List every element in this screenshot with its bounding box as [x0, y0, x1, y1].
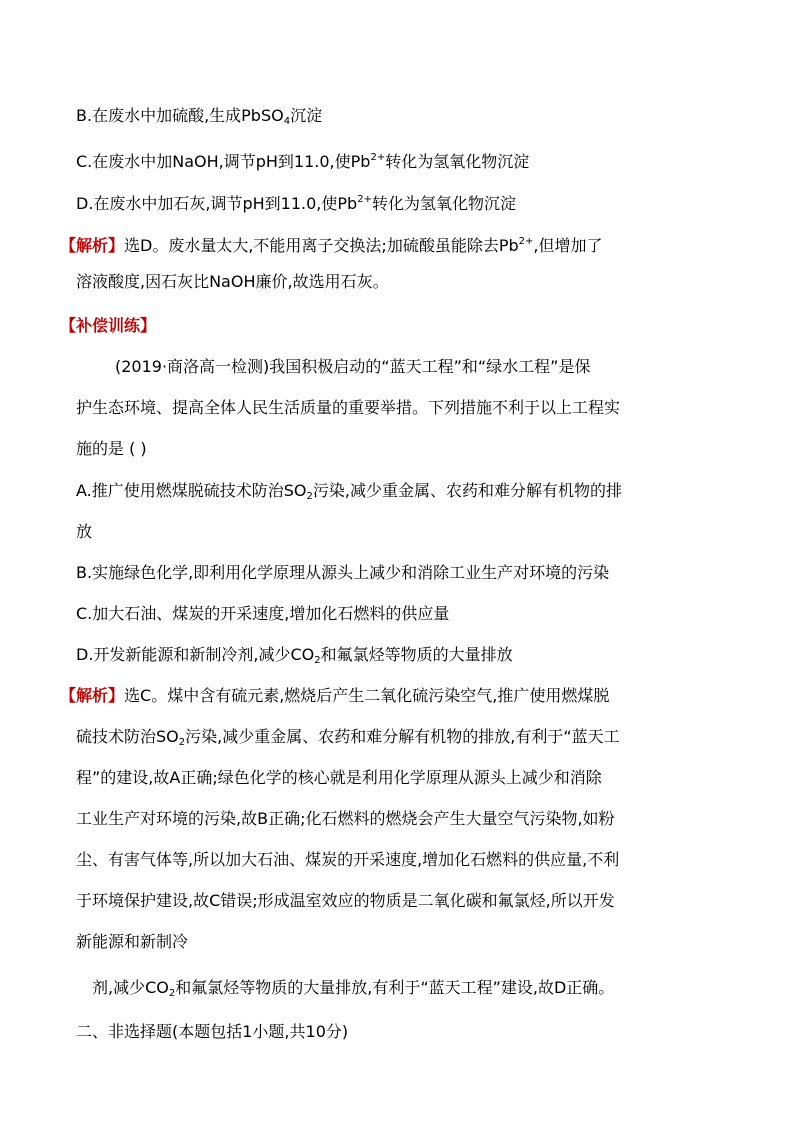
analysis-1-line-1 — [60, 232, 710, 256]
analysis-1-superscript: 2+ — [518, 236, 534, 247]
option-c-superscript: 2+ — [370, 152, 386, 163]
analysis-2-label: 【解析】 — [60, 686, 125, 705]
supplement-option-a-line-2: 放 — [76, 522, 93, 541]
analysis-2-line-8-text: 剂,减少CO — [92, 978, 169, 997]
supplement-option-a-subscript: 2 — [306, 491, 313, 502]
supplement-option-c: C.加大石油、煤炭的开采速度,增加化石燃料的供应量 — [76, 604, 450, 623]
option-d-text-end: 转化为氢氧化物沉淀 — [371, 194, 516, 213]
section-2-title: 二、非选择题(本题包括1小题,共10分) — [76, 1022, 349, 1041]
option-b — [76, 106, 726, 132]
option-d-text: D.在废水中加石灰,调节pH到11.0,使Pb — [76, 194, 358, 213]
analysis-2-line-7: 新能源和新制冷 — [76, 932, 189, 951]
supplement-option-a-text: A.推广使用燃煤脱硫技术防治SO — [76, 481, 307, 500]
analysis-2-line-5: 尘、有害气体等,所以加大石油、煤炭的开采速度,增加化石燃料的供应量,不利 — [76, 850, 620, 869]
supplement-option-d-text: D.开发新能源和新制冷剂,减少CO — [76, 645, 315, 664]
option-c — [76, 148, 726, 172]
option-b-subscript: 4 — [283, 116, 291, 127]
supplement-option-d — [76, 645, 726, 671]
analysis-1-text: 选D。废水量太大,不能用离子交换法;加硫酸虽能除去Pb — [124, 236, 519, 255]
option-b-text: B.在废水中加硫酸,生成PbSO — [76, 106, 284, 125]
option-c-text-end: 转化为氢氧化物沉淀 — [385, 152, 530, 171]
option-c-text: C.在废水中加NaOH,调节pH到11.0,使Pb — [76, 152, 371, 171]
supplement-option-a-line-1 — [76, 481, 726, 507]
option-d — [76, 190, 726, 214]
supplement-label: 【补偿训练】 — [60, 316, 157, 335]
option-b-text-end: 沉淀 — [290, 106, 323, 125]
analysis-2-line-2-subscript: 2 — [178, 737, 186, 748]
analysis-1-line-2: 溶液酸度,因石灰比NaOH廉价,故选用石灰。 — [76, 272, 389, 291]
supplement-stem-line-3: 施的是 ( ) — [76, 439, 147, 458]
analysis-2-line-8-subscript: 2 — [168, 988, 176, 999]
supplement-stem-line-2: 护生态环境、提高全体人民生活质量的重要举措。下列措施不利于以上工程实 — [76, 398, 621, 417]
analysis-2-line-4: 工业生产对环境的污染,故B正确;化石燃料的燃烧会产生大量空气污染物,如粉 — [76, 809, 615, 828]
supplement-option-a-text-end: 污染,减少重金属、农药和难分解有机物的排 — [312, 481, 622, 500]
analysis-2-line-8 — [92, 978, 742, 1004]
supplement-stem-line-1: (2019·商洛高一检测)我国积极启动的“蓝天工程”和“绿水工程”是保 — [115, 357, 591, 376]
analysis-2-line-1 — [60, 686, 710, 706]
supplement-option-d-subscript: 2 — [314, 655, 321, 666]
analysis-2-line-2-text: 硫技术防治SO — [76, 727, 179, 746]
analysis-label: 【解析】 — [60, 236, 125, 255]
analysis-2-line-2 — [76, 727, 726, 753]
analysis-2-line-6: 于环境保护建设,故C错误;形成温室效应的物质是二氧化碳和氟氯烃,所以开发 — [76, 891, 615, 910]
analysis-2-line-2-text-end: 污染,减少重金属、农药和难分解有机物的排放,有利于“蓝天工 — [185, 727, 620, 746]
supplement-option-b: B.实施绿色化学,即利用化学原理从源头上减少和消除工业生产对环境的污染 — [76, 563, 610, 582]
option-d-superscript: 2+ — [357, 194, 372, 205]
analysis-2-line-3: 程”的建设,故A正确;绿色化学的核心就是利用化学原理从源头上减少和消除 — [76, 768, 602, 787]
analysis-2-line-8-text-end: 和氟氯烃等物质的大量排放,有利于“蓝天工程”建设,故D正确。 — [175, 978, 615, 997]
supplement-option-d-text-end: 和氟氯烃等物质的大量排放 — [320, 645, 513, 664]
analysis-2-text: 选C。煤中含有硫元素,燃烧后产生二氧化硫污染空气,推广使用燃煤脱 — [124, 686, 610, 705]
analysis-1-text-end: ,但增加了 — [533, 236, 603, 255]
